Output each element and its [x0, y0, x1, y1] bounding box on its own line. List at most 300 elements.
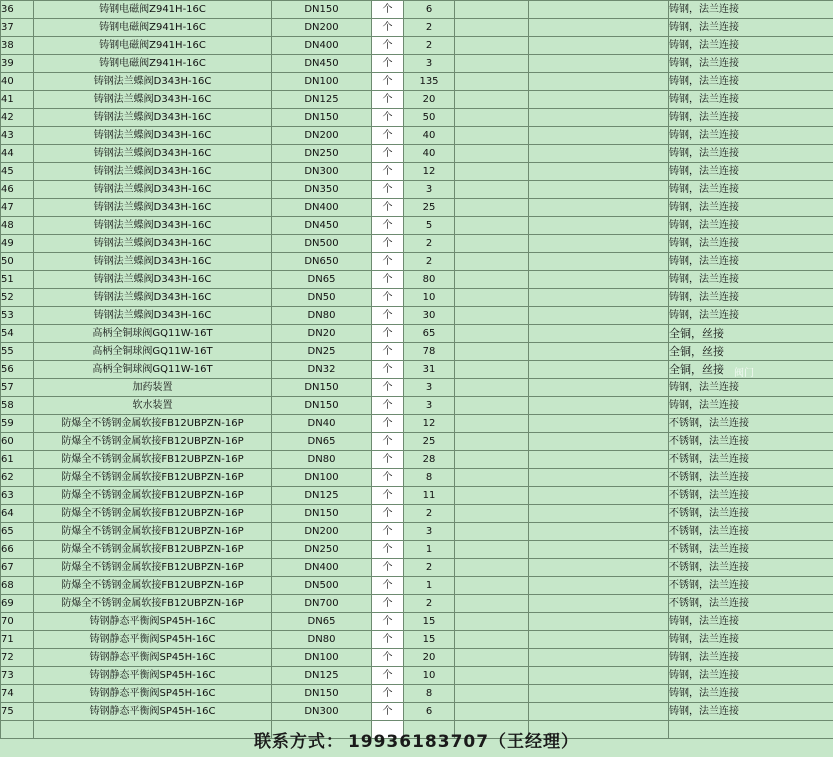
product-spec[interactable]: DN80 [272, 307, 372, 325]
unit-cell[interactable]: 个 [372, 595, 404, 613]
unit-cell[interactable]: 个 [372, 325, 404, 343]
empty-cell[interactable] [529, 613, 669, 631]
empty-cell[interactable] [529, 505, 669, 523]
row-number[interactable]: 73 [1, 667, 34, 685]
product-name[interactable]: 铸钢静态平衡阀SP45H-16C [34, 703, 272, 721]
row-number[interactable]: 69 [1, 595, 34, 613]
product-name[interactable]: 防爆全不锈钢金属软接FB12UBPZN-16P [34, 415, 272, 433]
empty-cell[interactable] [529, 685, 669, 703]
quantity-cell[interactable]: 11 [404, 487, 455, 505]
product-spec[interactable]: DN150 [272, 109, 372, 127]
quantity-cell[interactable]: 25 [404, 433, 455, 451]
empty-cell[interactable] [455, 541, 529, 559]
product-spec[interactable]: DN700 [272, 595, 372, 613]
product-spec[interactable]: DN20 [272, 325, 372, 343]
empty-cell[interactable] [455, 181, 529, 199]
quantity-cell[interactable]: 2 [404, 253, 455, 271]
product-spec[interactable]: DN100 [272, 469, 372, 487]
row-number[interactable]: 41 [1, 91, 34, 109]
product-name[interactable]: 高柄全铜球阀GQ11W-16T [34, 325, 272, 343]
note-cell[interactable]: 不锈钢，法兰连接 [669, 595, 833, 613]
note-cell[interactable]: 铸钢，法兰连接 [669, 145, 833, 163]
empty-cell[interactable] [529, 199, 669, 217]
empty-cell[interactable] [529, 55, 669, 73]
unit-cell[interactable]: 个 [372, 127, 404, 145]
note-cell[interactable]: 不锈钢，法兰连接 [669, 487, 833, 505]
empty-cell[interactable] [455, 685, 529, 703]
quantity-cell[interactable]: 6 [404, 703, 455, 721]
row-number[interactable]: 56 [1, 361, 34, 379]
unit-cell[interactable]: 个 [372, 37, 404, 55]
row-number[interactable]: 65 [1, 523, 34, 541]
empty-cell[interactable] [529, 1, 669, 19]
quantity-cell[interactable]: 15 [404, 631, 455, 649]
empty-cell[interactable] [529, 37, 669, 55]
note-cell[interactable]: 铸钢，法兰连接 [669, 649, 833, 667]
row-number[interactable]: 52 [1, 289, 34, 307]
product-name[interactable]: 铸钢法兰蝶阀D343H-16C [34, 235, 272, 253]
empty-cell[interactable] [529, 649, 669, 667]
product-spec[interactable]: DN150 [272, 685, 372, 703]
row-number[interactable]: 59 [1, 415, 34, 433]
unit-cell[interactable]: 个 [372, 433, 404, 451]
row-number[interactable]: 42 [1, 109, 34, 127]
empty-cell[interactable] [529, 667, 669, 685]
product-spec[interactable]: DN125 [272, 667, 372, 685]
empty-cell[interactable] [455, 523, 529, 541]
empty-cell[interactable] [529, 541, 669, 559]
product-name[interactable]: 铸钢静态平衡阀SP45H-16C [34, 649, 272, 667]
quantity-cell[interactable]: 5 [404, 217, 455, 235]
row-number[interactable]: 53 [1, 307, 34, 325]
quantity-cell[interactable]: 3 [404, 379, 455, 397]
note-cell[interactable]: 铸钢，法兰连接 [669, 289, 833, 307]
product-spec[interactable]: DN200 [272, 19, 372, 37]
note-cell[interactable]: 不锈钢，法兰连接 [669, 577, 833, 595]
note-cell[interactable]: 铸钢，法兰连接 [669, 631, 833, 649]
empty-cell[interactable] [529, 451, 669, 469]
empty-cell[interactable] [455, 307, 529, 325]
quantity-cell[interactable]: 12 [404, 415, 455, 433]
empty-cell[interactable] [529, 469, 669, 487]
unit-cell[interactable]: 个 [372, 685, 404, 703]
empty-cell[interactable] [455, 199, 529, 217]
unit-cell[interactable]: 个 [372, 253, 404, 271]
note-cell[interactable]: 铸钢，法兰连接 [669, 253, 833, 271]
product-name[interactable]: 铸钢电磁阀Z941H-16C [34, 19, 272, 37]
empty-cell[interactable] [455, 487, 529, 505]
quantity-cell[interactable]: 3 [404, 397, 455, 415]
quantity-cell[interactable]: 80 [404, 271, 455, 289]
note-cell[interactable]: 铸钢，法兰连接 [669, 613, 833, 631]
row-number[interactable]: 60 [1, 433, 34, 451]
product-spec[interactable]: DN200 [272, 127, 372, 145]
note-cell[interactable]: 不锈钢，法兰连接 [669, 433, 833, 451]
empty-cell[interactable] [455, 1, 529, 19]
quantity-cell[interactable]: 30 [404, 307, 455, 325]
empty-cell[interactable] [455, 433, 529, 451]
product-spec[interactable]: DN40 [272, 415, 372, 433]
row-number[interactable]: 37 [1, 19, 34, 37]
empty-cell[interactable] [529, 559, 669, 577]
product-name[interactable]: 铸钢法兰蝶阀D343H-16C [34, 163, 272, 181]
product-spec[interactable]: DN400 [272, 199, 372, 217]
product-spec[interactable]: DN150 [272, 379, 372, 397]
empty-cell[interactable] [455, 73, 529, 91]
empty-cell[interactable] [529, 217, 669, 235]
product-name[interactable]: 铸钢法兰蝶阀D343H-16C [34, 199, 272, 217]
unit-cell[interactable]: 个 [372, 199, 404, 217]
empty-cell[interactable] [529, 379, 669, 397]
unit-cell[interactable]: 个 [372, 613, 404, 631]
product-spec[interactable]: DN450 [272, 217, 372, 235]
note-cell[interactable]: 铸钢，法兰连接 [669, 73, 833, 91]
note-cell[interactable]: 铸钢，法兰连接 [669, 217, 833, 235]
unit-cell[interactable]: 个 [372, 523, 404, 541]
empty-cell[interactable] [529, 523, 669, 541]
note-cell[interactable]: 铸钢，法兰连接 [669, 667, 833, 685]
note-cell[interactable]: 铸钢，法兰连接 [669, 127, 833, 145]
unit-cell[interactable]: 个 [372, 289, 404, 307]
quantity-cell[interactable]: 8 [404, 469, 455, 487]
row-number[interactable]: 46 [1, 181, 34, 199]
product-spec[interactable]: DN250 [272, 541, 372, 559]
product-name[interactable]: 铸钢法兰蝶阀D343H-16C [34, 73, 272, 91]
row-number[interactable]: 71 [1, 631, 34, 649]
quantity-cell[interactable]: 20 [404, 91, 455, 109]
product-name[interactable]: 防爆全不锈钢金属软接FB12UBPZN-16P [34, 451, 272, 469]
row-number[interactable]: 66 [1, 541, 34, 559]
quantity-cell[interactable]: 1 [404, 541, 455, 559]
note-cell[interactable]: 不锈钢，法兰连接 [669, 559, 833, 577]
product-name[interactable]: 铸钢法兰蝶阀D343H-16C [34, 307, 272, 325]
row-number[interactable]: 57 [1, 379, 34, 397]
empty-cell[interactable] [455, 163, 529, 181]
product-spec[interactable]: DN350 [272, 181, 372, 199]
quantity-cell[interactable]: 135 [404, 73, 455, 91]
note-cell[interactable]: 不锈钢，法兰连接 [669, 451, 833, 469]
unit-cell[interactable]: 个 [372, 487, 404, 505]
product-spec[interactable]: DN300 [272, 163, 372, 181]
empty-cell[interactable] [455, 55, 529, 73]
quantity-cell[interactable]: 2 [404, 505, 455, 523]
unit-cell[interactable]: 个 [372, 109, 404, 127]
note-cell[interactable]: 不锈钢，法兰连接 [669, 415, 833, 433]
note-cell[interactable]: 铸钢，法兰连接 [669, 181, 833, 199]
quantity-cell[interactable]: 25 [404, 199, 455, 217]
empty-cell[interactable] [529, 235, 669, 253]
product-spec[interactable]: DN125 [272, 487, 372, 505]
product-name[interactable]: 铸钢法兰蝶阀D343H-16C [34, 253, 272, 271]
product-spec[interactable]: DN32 [272, 361, 372, 379]
row-number[interactable]: 49 [1, 235, 34, 253]
product-name[interactable]: 高柄全铜球阀GQ11W-16T [34, 343, 272, 361]
note-cell[interactable]: 不锈钢，法兰连接 [669, 505, 833, 523]
unit-cell[interactable]: 个 [372, 1, 404, 19]
product-name[interactable]: 铸钢法兰蝶阀D343H-16C [34, 145, 272, 163]
quantity-cell[interactable]: 2 [404, 595, 455, 613]
product-name[interactable]: 防爆全不锈钢金属软接FB12UBPZN-16P [34, 433, 272, 451]
product-name[interactable]: 铸钢法兰蝶阀D343H-16C [34, 91, 272, 109]
unit-cell[interactable]: 个 [372, 703, 404, 721]
row-number[interactable]: 48 [1, 217, 34, 235]
note-cell[interactable]: 铸钢，法兰连接 [669, 109, 833, 127]
quantity-cell[interactable]: 50 [404, 109, 455, 127]
unit-cell[interactable]: 个 [372, 577, 404, 595]
empty-cell[interactable] [455, 19, 529, 37]
product-spec[interactable]: DN80 [272, 631, 372, 649]
row-number[interactable]: 64 [1, 505, 34, 523]
quantity-cell[interactable]: 12 [404, 163, 455, 181]
note-cell[interactable]: 全铜，丝接 [669, 361, 833, 379]
unit-cell[interactable]: 个 [372, 271, 404, 289]
note-cell[interactable]: 全铜，丝接 [669, 325, 833, 343]
product-name[interactable]: 铸钢静态平衡阀SP45H-16C [34, 613, 272, 631]
empty-cell[interactable] [455, 613, 529, 631]
note-cell[interactable]: 铸钢，法兰连接 [669, 397, 833, 415]
row-number[interactable]: 36 [1, 1, 34, 19]
note-cell[interactable]: 铸钢，法兰连接 [669, 1, 833, 19]
unit-cell[interactable]: 个 [372, 343, 404, 361]
product-name[interactable]: 防爆全不锈钢金属软接FB12UBPZN-16P [34, 559, 272, 577]
empty-cell[interactable] [529, 271, 669, 289]
product-spec[interactable]: DN500 [272, 235, 372, 253]
unit-cell[interactable]: 个 [372, 361, 404, 379]
quantity-cell[interactable]: 2 [404, 19, 455, 37]
empty-cell[interactable] [455, 667, 529, 685]
empty-cell[interactable] [455, 343, 529, 361]
note-cell[interactable]: 不锈钢，法兰连接 [669, 469, 833, 487]
unit-cell[interactable]: 个 [372, 19, 404, 37]
empty-cell[interactable] [529, 487, 669, 505]
row-number[interactable]: 51 [1, 271, 34, 289]
unit-cell[interactable]: 个 [372, 55, 404, 73]
empty-cell[interactable] [529, 109, 669, 127]
empty-cell[interactable] [455, 91, 529, 109]
empty-cell[interactable] [455, 145, 529, 163]
empty-cell[interactable] [529, 181, 669, 199]
unit-cell[interactable]: 个 [372, 559, 404, 577]
empty-cell[interactable] [455, 217, 529, 235]
empty-cell[interactable] [455, 631, 529, 649]
product-name[interactable]: 铸钢法兰蝶阀D343H-16C [34, 181, 272, 199]
product-name[interactable]: 防爆全不锈钢金属软接FB12UBPZN-16P [34, 469, 272, 487]
product-spec[interactable]: DN25 [272, 343, 372, 361]
unit-cell[interactable]: 个 [372, 73, 404, 91]
empty-cell[interactable] [455, 703, 529, 721]
empty-cell[interactable] [455, 361, 529, 379]
empty-cell[interactable] [529, 703, 669, 721]
product-name[interactable]: 防爆全不锈钢金属软接FB12UBPZN-16P [34, 505, 272, 523]
empty-cell[interactable] [529, 397, 669, 415]
row-number[interactable]: 44 [1, 145, 34, 163]
empty-cell[interactable] [529, 91, 669, 109]
product-spec[interactable]: DN65 [272, 433, 372, 451]
unit-cell[interactable]: 个 [372, 163, 404, 181]
quantity-cell[interactable]: 2 [404, 559, 455, 577]
empty-cell[interactable] [455, 37, 529, 55]
unit-cell[interactable]: 个 [372, 505, 404, 523]
quantity-cell[interactable]: 40 [404, 145, 455, 163]
unit-cell[interactable]: 个 [372, 541, 404, 559]
empty-cell[interactable] [455, 289, 529, 307]
empty-cell[interactable] [529, 433, 669, 451]
quantity-cell[interactable]: 31 [404, 361, 455, 379]
note-cell[interactable]: 铸钢，法兰连接 [669, 199, 833, 217]
product-spec[interactable]: DN100 [272, 73, 372, 91]
note-cell[interactable]: 铸钢，法兰连接 [669, 379, 833, 397]
empty-cell[interactable] [455, 559, 529, 577]
note-cell[interactable]: 铸钢，法兰连接 [669, 307, 833, 325]
empty-cell[interactable] [455, 109, 529, 127]
note-cell[interactable]: 铸钢，法兰连接 [669, 163, 833, 181]
empty-cell[interactable] [455, 469, 529, 487]
row-number[interactable]: 63 [1, 487, 34, 505]
empty-cell[interactable] [529, 253, 669, 271]
unit-cell[interactable]: 个 [372, 469, 404, 487]
quantity-cell[interactable]: 28 [404, 451, 455, 469]
note-cell[interactable]: 铸钢，法兰连接 [669, 55, 833, 73]
empty-cell[interactable] [529, 289, 669, 307]
empty-cell[interactable] [455, 397, 529, 415]
empty-cell[interactable] [529, 361, 669, 379]
row-number[interactable]: 40 [1, 73, 34, 91]
row-number[interactable]: 68 [1, 577, 34, 595]
row-number[interactable]: 67 [1, 559, 34, 577]
empty-cell[interactable] [529, 307, 669, 325]
product-name[interactable]: 防爆全不锈钢金属软接FB12UBPZN-16P [34, 523, 272, 541]
empty-cell[interactable] [529, 163, 669, 181]
product-spec[interactable]: DN150 [272, 505, 372, 523]
product-spec[interactable]: DN50 [272, 289, 372, 307]
quantity-cell[interactable]: 3 [404, 181, 455, 199]
unit-cell[interactable]: 个 [372, 667, 404, 685]
row-number[interactable]: 61 [1, 451, 34, 469]
empty-cell[interactable] [455, 271, 529, 289]
empty-cell[interactable] [455, 253, 529, 271]
product-name[interactable]: 铸钢静态平衡阀SP45H-16C [34, 667, 272, 685]
product-name[interactable]: 铸钢法兰蝶阀D343H-16C [34, 127, 272, 145]
product-spec[interactable]: DN300 [272, 703, 372, 721]
row-number[interactable]: 72 [1, 649, 34, 667]
product-name[interactable]: 铸钢法兰蝶阀D343H-16C [34, 217, 272, 235]
quantity-cell[interactable]: 1 [404, 577, 455, 595]
product-name[interactable]: 防爆全不锈钢金属软接FB12UBPZN-16P [34, 487, 272, 505]
product-name[interactable]: 防爆全不锈钢金属软接FB12UBPZN-16P [34, 577, 272, 595]
empty-cell[interactable] [529, 577, 669, 595]
unit-cell[interactable]: 个 [372, 91, 404, 109]
product-name[interactable]: 铸钢电磁阀Z941H-16C [34, 55, 272, 73]
note-cell[interactable]: 铸钢，法兰连接 [669, 685, 833, 703]
quantity-cell[interactable]: 10 [404, 667, 455, 685]
empty-cell[interactable] [455, 379, 529, 397]
product-spec[interactable]: DN125 [272, 91, 372, 109]
empty-cell[interactable] [455, 235, 529, 253]
product-spec[interactable]: DN150 [272, 1, 372, 19]
note-cell[interactable]: 不锈钢，法兰连接 [669, 523, 833, 541]
empty-cell[interactable] [455, 577, 529, 595]
quantity-cell[interactable]: 3 [404, 523, 455, 541]
unit-cell[interactable]: 个 [372, 379, 404, 397]
product-spec[interactable]: DN400 [272, 37, 372, 55]
row-number[interactable]: 75 [1, 703, 34, 721]
product-spec[interactable]: DN250 [272, 145, 372, 163]
row-number[interactable]: 62 [1, 469, 34, 487]
quantity-cell[interactable]: 10 [404, 289, 455, 307]
row-number[interactable]: 55 [1, 343, 34, 361]
product-spec[interactable]: DN100 [272, 649, 372, 667]
product-spec[interactable]: DN80 [272, 451, 372, 469]
quantity-cell[interactable]: 8 [404, 685, 455, 703]
empty-cell[interactable] [455, 451, 529, 469]
quantity-cell[interactable]: 78 [404, 343, 455, 361]
quantity-cell[interactable]: 6 [404, 1, 455, 19]
row-number[interactable]: 54 [1, 325, 34, 343]
quantity-cell[interactable]: 40 [404, 127, 455, 145]
empty-cell[interactable] [529, 415, 669, 433]
empty-cell[interactable] [455, 505, 529, 523]
product-spec[interactable]: DN150 [272, 397, 372, 415]
row-number[interactable]: 74 [1, 685, 34, 703]
row-number[interactable]: 50 [1, 253, 34, 271]
unit-cell[interactable]: 个 [372, 181, 404, 199]
row-number[interactable]: 45 [1, 163, 34, 181]
empty-cell[interactable] [529, 145, 669, 163]
empty-cell[interactable] [455, 595, 529, 613]
note-cell[interactable]: 铸钢，法兰连接 [669, 91, 833, 109]
quantity-cell[interactable]: 15 [404, 613, 455, 631]
product-spec[interactable]: DN650 [272, 253, 372, 271]
empty-cell[interactable] [455, 325, 529, 343]
product-name[interactable]: 铸钢电磁阀Z941H-16C [34, 37, 272, 55]
product-name[interactable]: 加药装置 [34, 379, 272, 397]
product-name[interactable]: 防爆全不锈钢金属软接FB12UBPZN-16P [34, 541, 272, 559]
note-cell[interactable]: 不锈钢，法兰连接 [669, 541, 833, 559]
quantity-cell[interactable]: 3 [404, 55, 455, 73]
row-number[interactable]: 43 [1, 127, 34, 145]
quantity-cell[interactable]: 65 [404, 325, 455, 343]
note-cell[interactable]: 全铜，丝接 [669, 343, 833, 361]
empty-cell[interactable] [529, 343, 669, 361]
product-name[interactable]: 铸钢静态平衡阀SP45H-16C [34, 631, 272, 649]
note-cell[interactable]: 铸钢，法兰连接 [669, 271, 833, 289]
unit-cell[interactable]: 个 [372, 397, 404, 415]
empty-cell[interactable] [529, 325, 669, 343]
note-cell[interactable]: 铸钢，法兰连接 [669, 19, 833, 37]
product-spec[interactable]: DN450 [272, 55, 372, 73]
empty-cell[interactable] [529, 127, 669, 145]
product-name[interactable]: 软水装置 [34, 397, 272, 415]
note-cell[interactable]: 铸钢，法兰连接 [669, 37, 833, 55]
empty-cell[interactable] [529, 19, 669, 37]
unit-cell[interactable]: 个 [372, 217, 404, 235]
unit-cell[interactable]: 个 [372, 415, 404, 433]
note-cell[interactable]: 铸钢，法兰连接 [669, 703, 833, 721]
product-name[interactable]: 铸钢电磁阀Z941H-16C [34, 1, 272, 19]
row-number[interactable]: 70 [1, 613, 34, 631]
unit-cell[interactable]: 个 [372, 631, 404, 649]
product-name[interactable]: 铸钢法兰蝶阀D343H-16C [34, 271, 272, 289]
product-spec[interactable]: DN200 [272, 523, 372, 541]
quantity-cell[interactable]: 2 [404, 37, 455, 55]
product-name[interactable]: 高柄全铜球阀GQ11W-16T [34, 361, 272, 379]
empty-cell[interactable] [455, 649, 529, 667]
product-spec[interactable]: DN65 [272, 613, 372, 631]
product-name[interactable]: 铸钢静态平衡阀SP45H-16C [34, 685, 272, 703]
empty-cell[interactable] [455, 415, 529, 433]
note-cell[interactable]: 铸钢，法兰连接 [669, 235, 833, 253]
row-number[interactable]: 47 [1, 199, 34, 217]
